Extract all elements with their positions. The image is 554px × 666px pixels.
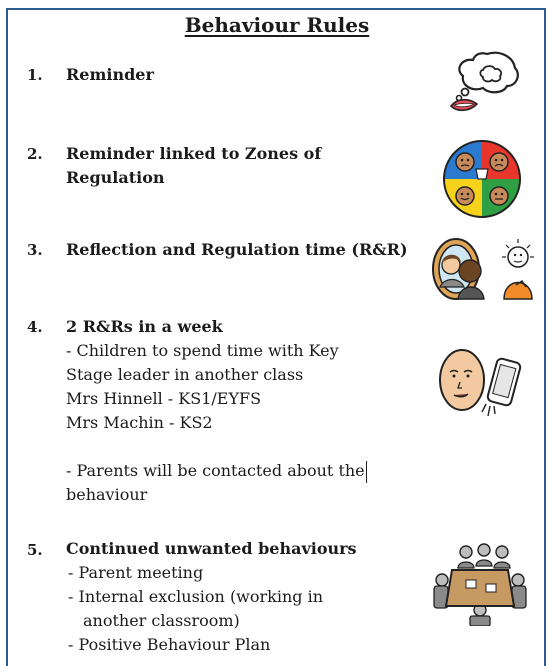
rule-3-heading: Reflection and Regulation time (R&R) [66, 240, 408, 259]
rule-4-line-6 [66, 459, 367, 483]
rule-4-heading: 2 R&Rs in a week [66, 317, 223, 336]
rule-3-number: 3. [27, 241, 43, 259]
rule-4-line-4: Mrs Machin - KS2 [66, 413, 213, 432]
rule-5-heading: Continued unwanted behaviours [66, 539, 357, 558]
rule-4-line-7: behaviour [66, 485, 148, 504]
rule-4-line-3: Mrs Hinnell - KS1/EYFS [66, 389, 262, 408]
rule-1-number: 1. [27, 66, 43, 84]
rule-5-number: 5. [27, 541, 43, 559]
text-cursor [366, 461, 367, 483]
rule-5-line-3: another classroom) [83, 611, 240, 630]
rule-4-line-6-text: - Parents will be contacted about the [66, 461, 365, 480]
rule-2-number: 2. [27, 145, 43, 163]
rule-5-line-1: - Parent meeting [68, 563, 204, 582]
rule-4-line-1: - Children to spend time with Key [66, 341, 339, 360]
rule-1-heading: Reminder [66, 65, 154, 84]
page-title: Behaviour Rules [184, 13, 370, 37]
meeting-table-icon [432, 540, 528, 626]
rule-4-line-2: Stage leader in another class [66, 365, 304, 384]
rule-4-number: 4. [27, 318, 43, 336]
reflection-mirror-icon [430, 235, 542, 301]
rule-5-line-2: - Internal exclusion (working in [68, 587, 324, 606]
rule-5-line-4: - Positive Behaviour Plan [68, 635, 271, 654]
speech-bubble-icon [447, 48, 525, 112]
phone-call-icon [436, 342, 526, 422]
rule-2-heading-line2: Regulation [66, 168, 165, 187]
rule-2-heading-line1: Reminder linked to Zones of [66, 144, 322, 163]
zones-of-regulation-icon [442, 139, 522, 219]
